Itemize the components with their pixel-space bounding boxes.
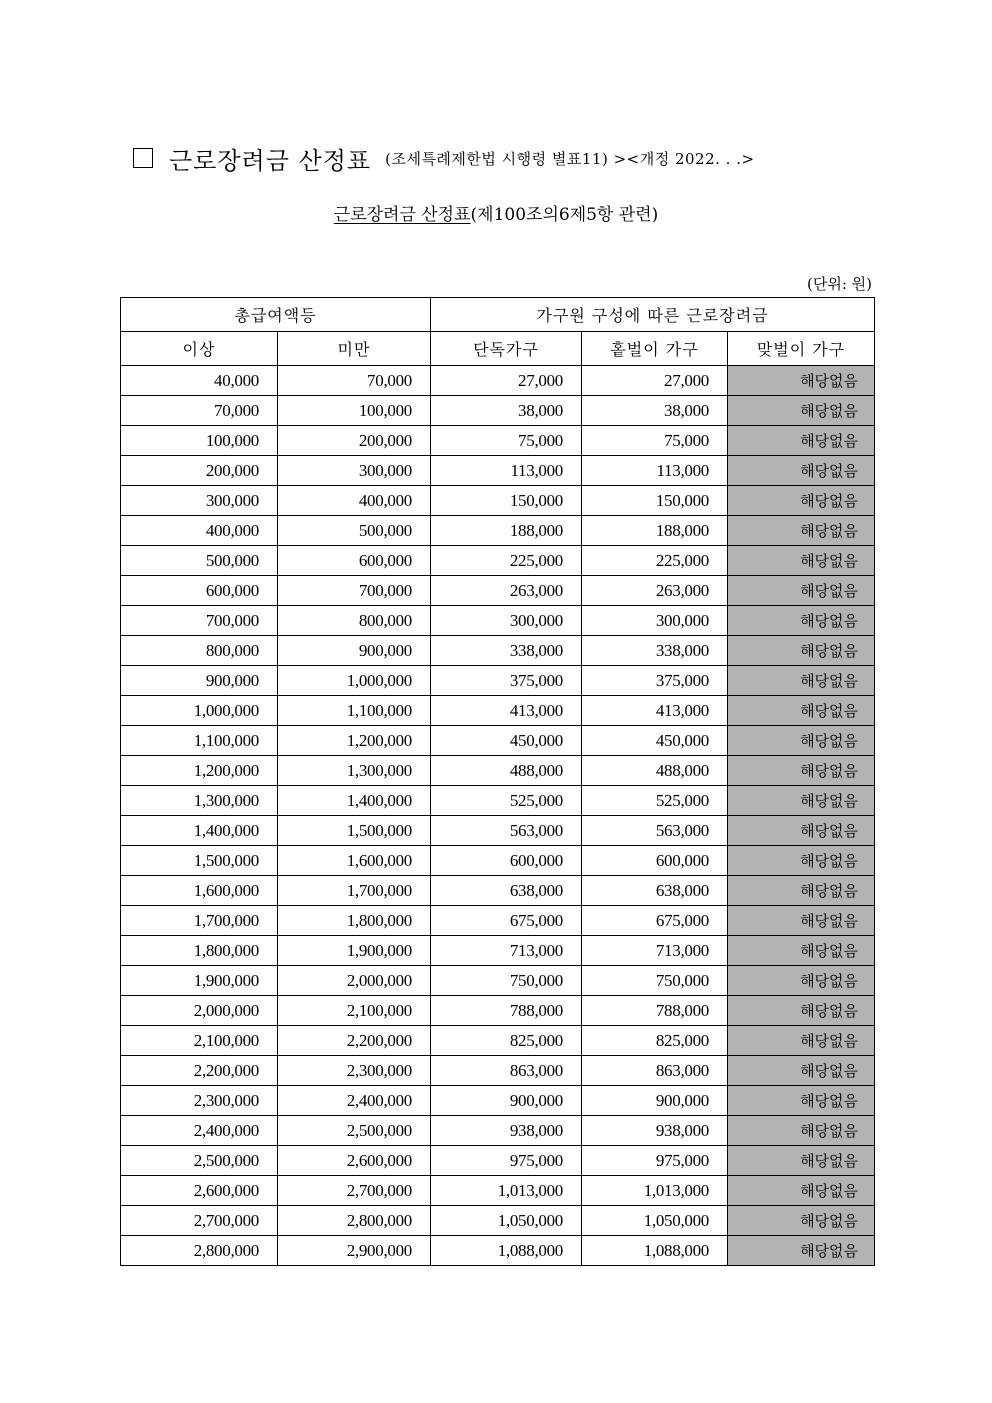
cell-single: 27,000 [431,366,582,396]
cell-dual-earner: 해당없음 [728,936,875,966]
cell-single: 713,000 [431,936,582,966]
cell-single: 1,088,000 [431,1236,582,1266]
cell-max: 2,400,000 [278,1086,431,1116]
cell-single: 600,000 [431,846,582,876]
incentive-table [120,297,875,1266]
cell-dual-earner: 해당없음 [728,696,875,726]
table-row [121,486,875,516]
table-row [121,576,875,606]
cell-max: 2,000,000 [278,966,431,996]
cell-min: 70,000 [121,396,278,426]
cell-max: 300,000 [278,456,431,486]
cell-min: 600,000 [121,576,278,606]
table-row [121,816,875,846]
cell-min: 1,600,000 [121,876,278,906]
table-row [121,756,875,786]
cell-single: 750,000 [431,966,582,996]
cell-max: 1,500,000 [278,816,431,846]
cell-single: 788,000 [431,996,582,1026]
cell-single: 900,000 [431,1086,582,1116]
cell-max: 700,000 [278,576,431,606]
cell-min: 2,600,000 [121,1176,278,1206]
cell-single: 675,000 [431,906,582,936]
cell-dual-earner: 해당없음 [728,546,875,576]
cell-single-earner: 900,000 [582,1086,728,1116]
cell-min: 2,700,000 [121,1206,278,1236]
cell-single: 975,000 [431,1146,582,1176]
table-row [121,696,875,726]
table-row [121,1206,875,1236]
cell-min: 2,400,000 [121,1116,278,1146]
cell-single: 300,000 [431,606,582,636]
cell-single: 338,000 [431,636,582,666]
checkbox-square-icon [133,148,153,168]
cell-min: 1,000,000 [121,696,278,726]
cell-single-earner: 1,088,000 [582,1236,728,1266]
table-row [121,516,875,546]
cell-single-earner: 263,000 [582,576,728,606]
cell-single-earner: 27,000 [582,366,728,396]
cell-dual-earner: 해당없음 [728,786,875,816]
cell-single-earner: 450,000 [582,726,728,756]
cell-single: 38,000 [431,396,582,426]
cell-min: 1,300,000 [121,786,278,816]
column-header-min: 이상 [121,332,278,366]
header-incentive-by-household: 가구원 구성에 따른 근로장려금 [431,298,875,332]
cell-single-earner: 525,000 [582,786,728,816]
cell-min: 2,800,000 [121,1236,278,1266]
cell-single-earner: 488,000 [582,756,728,786]
cell-max: 70,000 [278,366,431,396]
cell-single-earner: 825,000 [582,1026,728,1056]
cell-max: 1,000,000 [278,666,431,696]
cell-max: 400,000 [278,486,431,516]
cell-single: 413,000 [431,696,582,726]
cell-single-earner: 863,000 [582,1056,728,1086]
cell-min: 1,200,000 [121,756,278,786]
subtitle-underlined: 근로장려금 산정표 [333,205,471,225]
cell-single-earner: 975,000 [582,1146,728,1176]
table-row [121,426,875,456]
cell-min: 500,000 [121,546,278,576]
title-main: 근로장려금 산정표 [169,146,372,175]
cell-dual-earner: 해당없음 [728,486,875,516]
cell-single: 863,000 [431,1056,582,1086]
table-row [121,636,875,666]
cell-dual-earner: 해당없음 [728,756,875,786]
cell-min: 400,000 [121,516,278,546]
cell-max: 1,200,000 [278,726,431,756]
cell-single-earner: 188,000 [582,516,728,546]
cell-single-earner: 300,000 [582,606,728,636]
cell-min: 200,000 [121,456,278,486]
cell-max: 1,300,000 [278,756,431,786]
cell-single-earner: 675,000 [582,906,728,936]
cell-max: 200,000 [278,426,431,456]
table-row [121,846,875,876]
cell-single: 1,013,000 [431,1176,582,1206]
cell-dual-earner: 해당없음 [728,1086,875,1116]
cell-min: 1,700,000 [121,906,278,936]
cell-min: 2,100,000 [121,1026,278,1056]
cell-single-earner: 1,050,000 [582,1206,728,1236]
cell-dual-earner: 해당없음 [728,1056,875,1086]
cell-min: 2,000,000 [121,996,278,1026]
cell-dual-earner: 해당없음 [728,636,875,666]
cell-min: 1,900,000 [121,966,278,996]
cell-single: 113,000 [431,456,582,486]
cell-single-earner: 563,000 [582,816,728,846]
title-note: (조세특례제한법 시행령 별표11) ><개정 2022. . .> [385,149,755,168]
table-row [121,666,875,696]
cell-dual-earner: 해당없음 [728,606,875,636]
table-row [121,966,875,996]
cell-dual-earner: 해당없음 [728,366,875,396]
cell-min: 40,000 [121,366,278,396]
cell-max: 800,000 [278,606,431,636]
table-row [121,726,875,756]
column-header-dual-earner: 맞벌이 가구 [728,332,875,366]
table-row [121,1026,875,1056]
cell-single: 263,000 [431,576,582,606]
table-row [121,546,875,576]
cell-max: 1,900,000 [278,936,431,966]
cell-max: 2,200,000 [278,1026,431,1056]
cell-max: 1,700,000 [278,876,431,906]
cell-min: 1,400,000 [121,816,278,846]
cell-single: 75,000 [431,426,582,456]
table-row [121,1116,875,1146]
cell-max: 2,600,000 [278,1146,431,1176]
cell-dual-earner: 해당없음 [728,426,875,456]
cell-single: 488,000 [431,756,582,786]
cell-dual-earner: 해당없음 [728,1026,875,1056]
cell-single-earner: 600,000 [582,846,728,876]
cell-dual-earner: 해당없음 [728,846,875,876]
cell-min: 300,000 [121,486,278,516]
cell-dual-earner: 해당없음 [728,516,875,546]
cell-min: 2,300,000 [121,1086,278,1116]
table-body [121,366,875,1266]
cell-max: 100,000 [278,396,431,426]
cell-single: 638,000 [431,876,582,906]
table-subtitle [0,200,992,225]
cell-dual-earner: 해당없음 [728,1176,875,1206]
table-row [121,456,875,486]
cell-single: 150,000 [431,486,582,516]
cell-single: 375,000 [431,666,582,696]
cell-min: 1,100,000 [121,726,278,756]
table-row [121,1056,875,1086]
cell-single-earner: 1,013,000 [582,1176,728,1206]
cell-single: 188,000 [431,516,582,546]
column-header-single: 단독가구 [431,332,582,366]
header-total-pay: 총급여액등 [121,298,431,332]
cell-min: 700,000 [121,606,278,636]
cell-single: 563,000 [431,816,582,846]
table-row [121,1236,875,1266]
cell-max: 2,800,000 [278,1206,431,1236]
table-row [121,396,875,426]
cell-single-earner: 713,000 [582,936,728,966]
cell-dual-earner: 해당없음 [728,996,875,1026]
table-row [121,1086,875,1116]
column-header-single-earner: 홑벌이 가구 [582,332,728,366]
cell-single-earner: 38,000 [582,396,728,426]
cell-max: 2,700,000 [278,1176,431,1206]
column-header-row [121,332,875,366]
document-title [133,140,755,176]
cell-single-earner: 225,000 [582,546,728,576]
cell-dual-earner: 해당없음 [728,906,875,936]
cell-single: 938,000 [431,1116,582,1146]
cell-max: 2,300,000 [278,1056,431,1086]
cell-min: 1,800,000 [121,936,278,966]
cell-max: 2,900,000 [278,1236,431,1266]
cell-single-earner: 150,000 [582,486,728,516]
cell-single: 450,000 [431,726,582,756]
cell-max: 900,000 [278,636,431,666]
cell-dual-earner: 해당없음 [728,666,875,696]
cell-single-earner: 338,000 [582,636,728,666]
cell-min: 1,500,000 [121,846,278,876]
cell-dual-earner: 해당없음 [728,726,875,756]
cell-dual-earner: 해당없음 [728,1116,875,1146]
cell-single-earner: 75,000 [582,426,728,456]
table-row [121,1176,875,1206]
cell-min: 900,000 [121,666,278,696]
cell-max: 1,600,000 [278,846,431,876]
cell-dual-earner: 해당없음 [728,456,875,486]
table-row [121,786,875,816]
unit-label: (단위: 원) [807,275,872,293]
cell-dual-earner: 해당없음 [728,396,875,426]
cell-single-earner: 938,000 [582,1116,728,1146]
cell-dual-earner: 해당없음 [728,816,875,846]
cell-min: 800,000 [121,636,278,666]
group-header-row [121,298,875,332]
cell-single-earner: 413,000 [582,696,728,726]
cell-max: 1,800,000 [278,906,431,936]
cell-dual-earner: 해당없음 [728,1146,875,1176]
cell-max: 1,400,000 [278,786,431,816]
cell-single-earner: 638,000 [582,876,728,906]
cell-max: 500,000 [278,516,431,546]
table-row [121,366,875,396]
table-row [121,1146,875,1176]
cell-min: 2,200,000 [121,1056,278,1086]
cell-single-earner: 375,000 [582,666,728,696]
cell-dual-earner: 해당없음 [728,876,875,906]
cell-min: 2,500,000 [121,1146,278,1176]
cell-single: 1,050,000 [431,1206,582,1236]
cell-single-earner: 113,000 [582,456,728,486]
cell-single: 825,000 [431,1026,582,1056]
cell-dual-earner: 해당없음 [728,1206,875,1236]
cell-max: 600,000 [278,546,431,576]
table-row [121,906,875,936]
cell-single: 525,000 [431,786,582,816]
cell-single-earner: 750,000 [582,966,728,996]
table-row [121,936,875,966]
cell-dual-earner: 해당없음 [728,966,875,996]
cell-dual-earner: 해당없음 [728,1236,875,1266]
cell-dual-earner: 해당없음 [728,576,875,606]
table-row [121,996,875,1026]
subtitle-rest: (제100조의6제5항 관련) [470,205,659,225]
cell-max: 2,500,000 [278,1116,431,1146]
cell-min: 100,000 [121,426,278,456]
cell-single-earner: 788,000 [582,996,728,1026]
cell-single: 225,000 [431,546,582,576]
cell-max: 2,100,000 [278,996,431,1026]
column-header-max: 미만 [278,332,431,366]
table-row [121,606,875,636]
cell-max: 1,100,000 [278,696,431,726]
table-row [121,876,875,906]
